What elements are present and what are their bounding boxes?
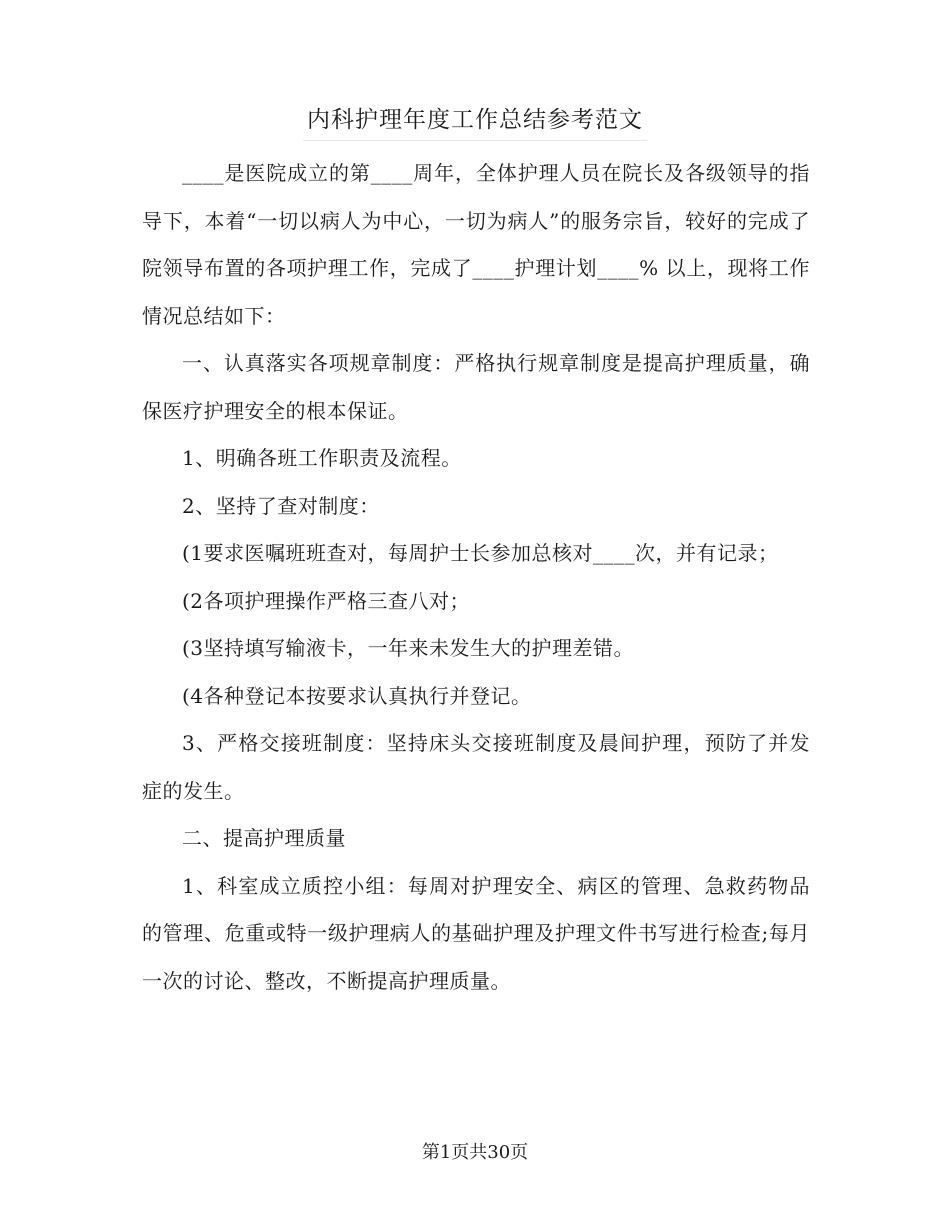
document-body <box>142 150 810 1005</box>
paragraph-subitem-4: (4各种登记本按要求认真执行并登记。 <box>182 683 532 708</box>
paragraph-item-1: 1、明确各班工作职责及流程。 <box>182 446 462 470</box>
paragraph-item-3: 3、严格交接班制度：坚持床头交接班制度及晨间护理，预防了并发症的发生。 <box>142 731 810 803</box>
paragraph-subitem-1: (1要求医嘱班班查对，每周护士长参加总核对____次，并有记录； <box>182 541 779 565</box>
paragraph-subitem-2: (2各项护理操作严格三查八对； <box>182 588 471 613</box>
paragraph-section-2-item-1: 1、科室成立质控小组：每周对护理安全、病区的管理、急救药物品的管理、危重或特一级护理病人的基础护理及护理文件书写进行检查;每月一次的讨论、整改，不断提高护理质量。 <box>142 873 810 993</box>
document-title <box>0 100 950 141</box>
paragraph-subitem-3: (3坚持填写输液卡，一年来未发生大的护理差错。 <box>182 636 635 660</box>
page-number-footer: 第1页共30页 <box>421 1142 529 1163</box>
paragraph-intro: ____是医院成立的第____周年，全体护理人员在院长及各级领导的指导下，本着“一切以病人为中心，一切为病人”的服务宗旨，较好的完成了院领导布置的各项护理工作，完成了____护理计划____% 以上，现将工作情况总结如下： <box>142 161 810 328</box>
paragraph-section-1: 一、认真落实各项规章制度：严格执行规章制度是提高护理质量，确保医疗护理安全的根本保证。 <box>142 351 810 423</box>
paragraph-section-2: 二、提高护理质量 <box>182 826 346 850</box>
paragraph-item-2: 2、坚持了查对制度： <box>182 493 380 518</box>
title-text: 内科护理年度工作总结参考范文 <box>303 100 647 141</box>
